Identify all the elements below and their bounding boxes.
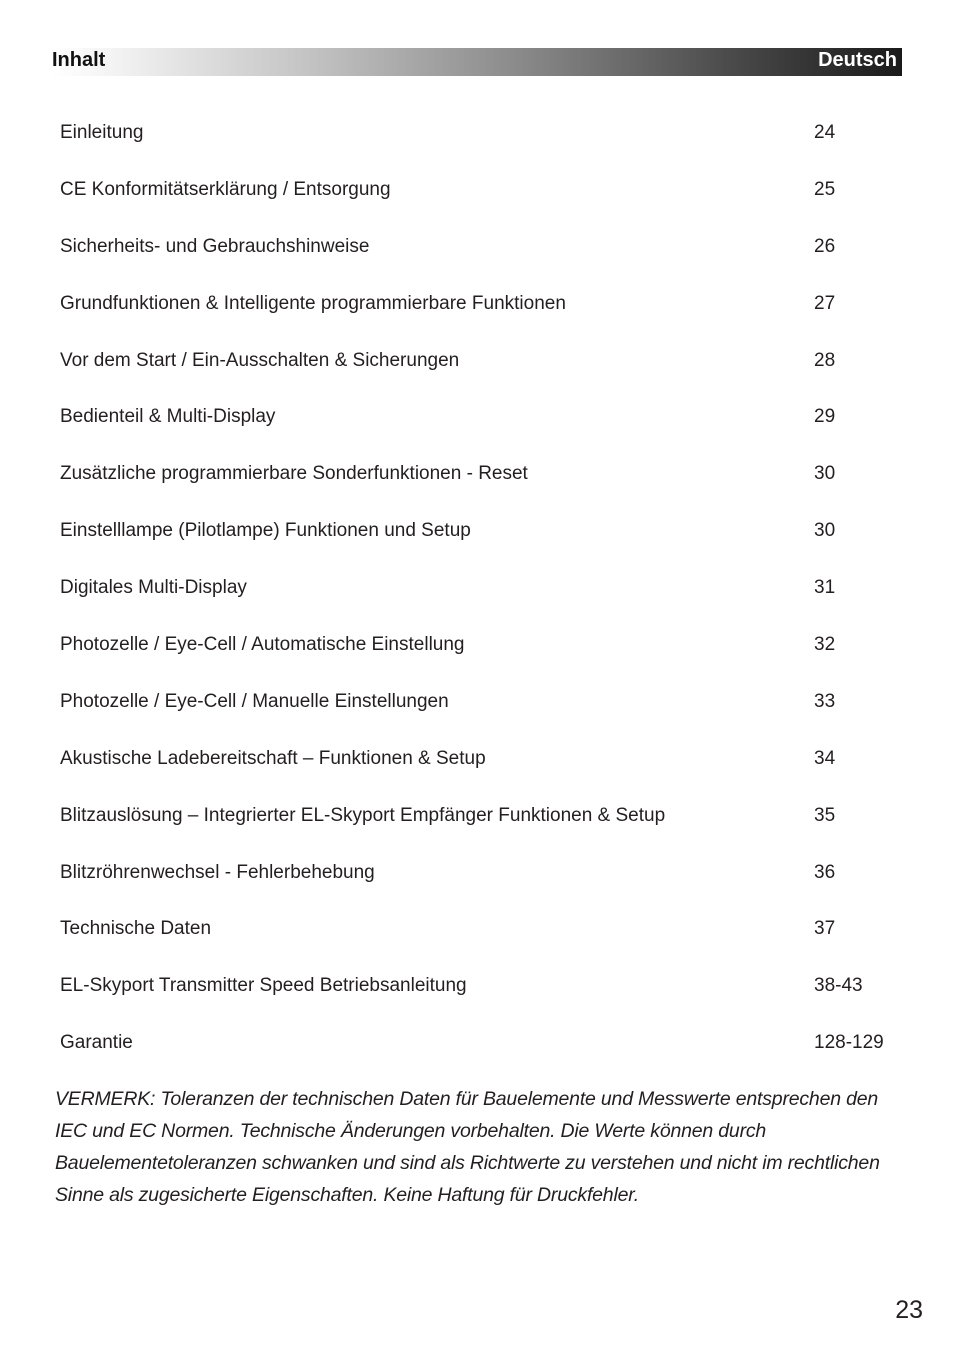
table-of-contents <box>60 116 900 1083</box>
toc-page: 25 <box>814 178 836 200</box>
toc-row[interactable] <box>60 344 900 401</box>
toc-page: 34 <box>814 747 836 769</box>
toc-page: 30 <box>814 520 836 542</box>
page-number: 23 <box>895 1296 923 1324</box>
toc-title: Photozelle / Eye-Cell / Automatische Einstellung <box>60 634 465 656</box>
toc-row[interactable] <box>60 1026 900 1083</box>
toc-title: Vor dem Start / Ein-Ausschalten & Sicherungen <box>60 349 460 371</box>
toc-row[interactable] <box>60 799 900 856</box>
toc-title: Sicherheits- und Gebrauchshinweise <box>60 235 370 257</box>
toc-page: 26 <box>814 235 836 257</box>
toc-page: 24 <box>814 122 836 143</box>
toc-title: Bedienteil & Multi-Display <box>60 406 276 428</box>
toc-title: Akustische Ladebereitschaft – Funktionen & Setup <box>60 747 486 769</box>
toc-page: 37 <box>814 918 836 940</box>
header-bar <box>51 48 902 76</box>
toc-page: 38-43 <box>814 975 863 997</box>
toc-row[interactable] <box>60 230 900 287</box>
toc-row[interactable] <box>60 742 900 799</box>
toc-title: Digitales Multi-Display <box>60 577 247 599</box>
toc-page: 28 <box>814 349 836 371</box>
toc-row[interactable] <box>60 116 900 173</box>
toc-page: 36 <box>814 861 836 883</box>
toc-row[interactable] <box>60 173 900 230</box>
toc-title: CE Konformitätserklärung / Entsorgung <box>60 178 391 200</box>
toc-title: Technische Daten <box>60 918 212 940</box>
toc-title: Blitzröhrenwechsel - Fehlerbehebung <box>60 861 375 883</box>
toc-page: 31 <box>814 577 836 599</box>
toc-title: Photozelle / Eye-Cell / Manuelle Einstellungen <box>60 690 449 712</box>
toc-title: Einstelllampe (Pilotlampe) Funktionen und Setup <box>60 520 471 542</box>
language-label: Deutsch <box>818 49 897 71</box>
toc-row[interactable] <box>60 856 900 913</box>
toc-title: Einleitung <box>60 122 144 143</box>
toc-page: 33 <box>814 690 836 712</box>
toc-title: Garantie <box>60 1032 133 1054</box>
toc-row[interactable] <box>60 685 900 742</box>
section-title: Inhalt <box>52 49 106 71</box>
toc-page: 32 <box>814 634 836 656</box>
toc-page: 35 <box>814 804 836 826</box>
toc-row[interactable] <box>60 287 900 344</box>
toc-page: 29 <box>814 406 836 428</box>
disclaimer-note: VERMERK: Toleranzen der technischen Daten für Bauelemente und Messwerte entsprechen den IEC und EC Normen. Technische Änderungen vorbehalten. Die Werte können durch Bauelementetoleranzen schwanken und sind als Richtwerte zu verstehen und nicht im rechtlichen Sinne als zugesicherte Eigenschaften. Keine Haftung für Druckfehler. <box>55 1088 880 1206</box>
toc-row[interactable] <box>60 628 900 685</box>
toc-row[interactable] <box>60 400 900 457</box>
toc-page: 30 <box>814 463 836 485</box>
toc-page: 27 <box>814 292 836 314</box>
toc-title: EL-Skyport Transmitter Speed Betriebsanleitung <box>60 975 467 997</box>
toc-title: Blitzauslösung – Integrierter EL-Skyport Empfänger Funktionen & Setup <box>60 804 666 826</box>
toc-title: Zusätzliche programmierbare Sonderfunktionen - Reset <box>60 463 528 485</box>
toc-row[interactable] <box>60 969 900 1026</box>
toc-row[interactable] <box>60 912 900 969</box>
toc-row[interactable] <box>60 457 900 514</box>
toc-row[interactable] <box>60 571 900 628</box>
toc-title: Grundfunktionen & Intelligente programmierbare Funktionen <box>60 292 566 314</box>
toc-page: 128-129 <box>814 1032 884 1054</box>
toc-row[interactable] <box>60 514 900 571</box>
